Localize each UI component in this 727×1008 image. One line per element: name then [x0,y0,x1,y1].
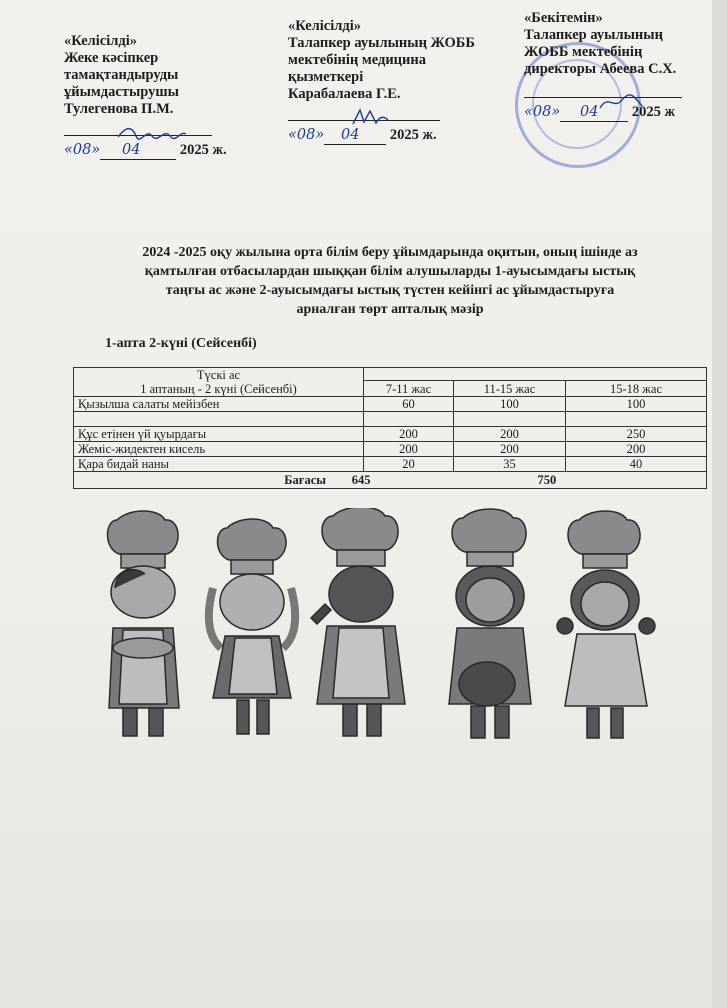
menu-table [73,367,707,489]
age-column-header: 15-18 жас [566,381,707,397]
price-value-7-11: 645 [351,473,371,487]
price-row [74,472,707,489]
approval-left-line: Жеке кәсіпкер [64,50,159,66]
table-row [74,457,707,472]
approval-mid-name: Карабалаева Г.Е. [288,86,401,102]
approval-left-name: Тулегенова П.М. [64,101,174,117]
price-value-11-18: 750 [537,473,557,487]
date-year: 2025 ж. [179,142,227,158]
portion-cell: 40 [566,457,707,472]
table-row [74,412,707,427]
approval-mid-line: мектебінің медицина [288,52,426,68]
approval-mid-line: Талапкер ауылының ЖОББ [288,35,475,51]
table-header-blank [364,368,707,381]
week-day-subheading: 1-апта 2-күні (Сейсенбі) [105,336,257,351]
portion-cell: 200 [364,442,454,457]
portion-cell: 200 [566,442,707,457]
header-meal-day [78,382,359,396]
approval-right-name: директоры Абеева С.Х. [524,61,677,77]
approval-left-line: ұйымдастырушы [64,84,179,100]
signature-scribble-middle [350,106,390,128]
chef-children-illustration [95,508,675,758]
portion-cell: 20 [364,457,454,472]
table-header-meal [74,368,364,397]
age-column-header: 7-11 жас [364,381,454,397]
chef-kid-5 [557,511,655,738]
title-line: 2024 -2025 оқу жылына орта білім беру ұйымдарында оқитын, оның ішінде аз [142,245,638,260]
signature-scribble-left [116,122,188,144]
table-header-row [74,368,707,381]
table-row [74,427,707,442]
title-line: арналған төрт апталық мәзір [296,302,484,317]
date-day: «08» [288,127,325,143]
price-label: Бағасы [284,473,326,487]
table-row [74,442,707,457]
date-month: 04 [100,142,162,160]
background-surface [712,0,727,1008]
table-row [74,397,707,412]
portion-cell: 200 [454,442,566,457]
title-line: таңғы ас және 2-ауысымдағы ыстық түстен кейінгі ас ұйымдастыруға [165,283,615,298]
dish-name: Қызылша салаты мейізбен [74,397,364,412]
portion-cell [454,412,566,427]
approval-right-line: Талапкер ауылының [524,27,663,43]
portion-cell [566,412,707,427]
dish-name: Жеміс-жидектен кисель [74,442,364,457]
header-meal-label: Түскі ас [196,368,241,382]
chef-kid-2 [209,519,295,734]
approval-mid-title: «Келісілді» [288,18,362,34]
date-year: 2025 ж [631,104,675,120]
date-year: 2025 ж. [389,127,437,143]
portion-cell: 60 [364,397,454,412]
dish-name [74,412,364,427]
signature-scribble-right [596,92,646,114]
portion-cell: 100 [566,397,707,412]
header-day-text: 1 аптаның - 2 күні (Сейсенбі) [140,382,297,396]
age-column-header: 11-15 жас [454,381,566,397]
dish-name: Қара бидай наны [74,457,364,472]
portion-cell: 200 [454,427,566,442]
portion-cell: 35 [454,457,566,472]
portion-cell: 250 [566,427,707,442]
approval-right-line: ЖОББ мектебінің [524,44,643,60]
approval-left-line: тамақтандыруды [64,67,179,83]
date-month: 04 [560,104,618,122]
title-line: қамтылған отбасылардан шыққан білім алушыларды 1-ауысымдағы ыстық [144,264,636,279]
portion-cell: 200 [364,427,454,442]
portion-cell [364,412,454,427]
approval-mid-line: қызметкері [288,69,364,85]
date-day: «08» [64,142,101,158]
chef-kid-4 [449,509,531,738]
approval-left-title: «Келісілді» [64,33,138,49]
portion-cell: 100 [454,397,566,412]
date-day: «08» [524,104,561,120]
chef-kid-3 [311,508,405,736]
document-title [85,243,695,319]
price-cell [74,472,707,489]
dish-name: Құс етінен үй қуырдағы [74,427,364,442]
approval-right-title: «Бекітемін» [524,10,603,26]
date-month: 04 [324,127,376,145]
chef-kid-1 [108,511,180,736]
